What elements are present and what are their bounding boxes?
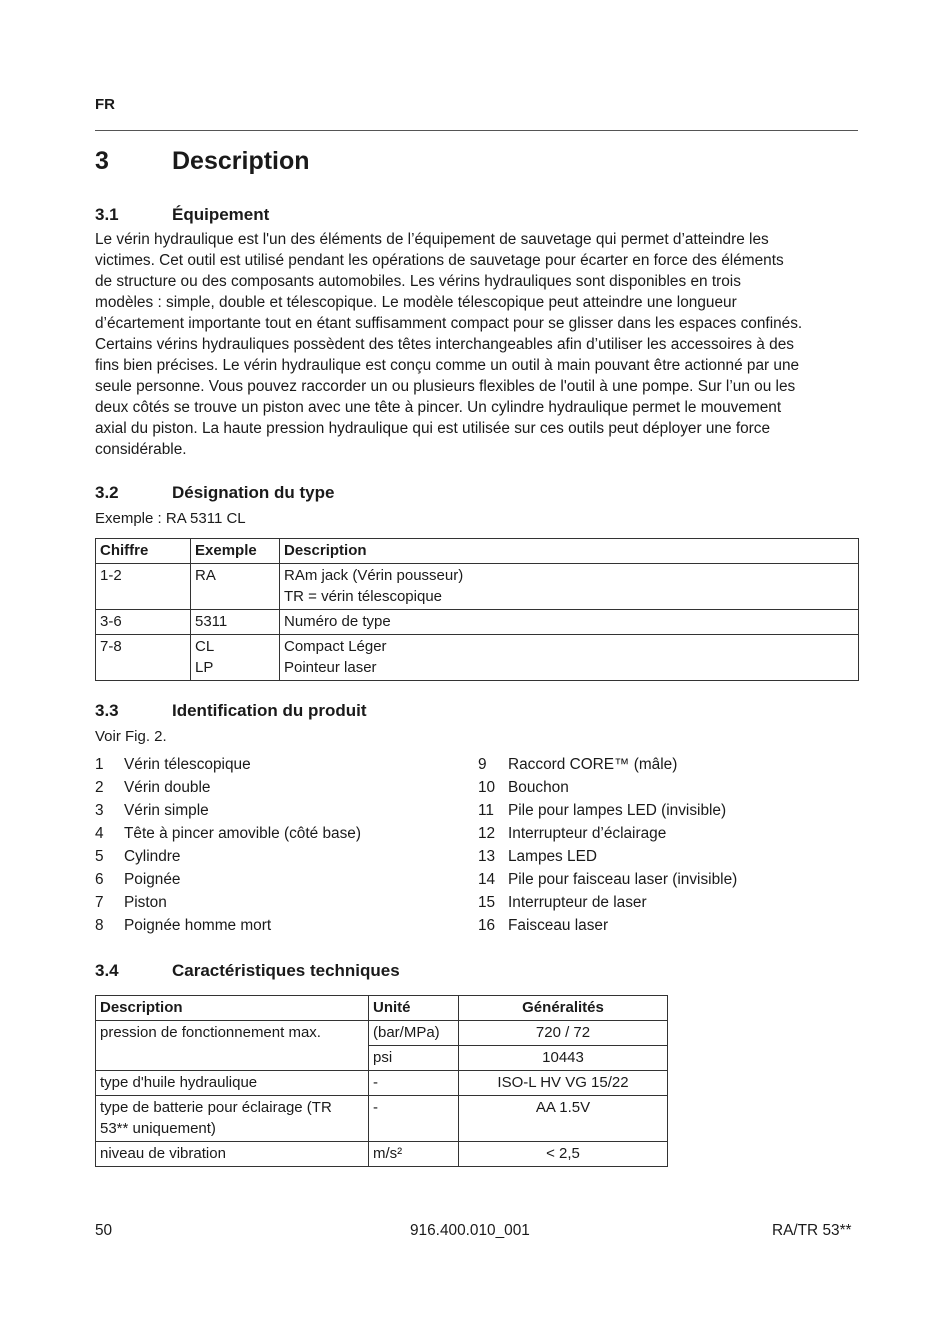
item-label: Pile pour faisceau laser (invisible)	[508, 871, 738, 888]
item-number: 16	[478, 917, 496, 934]
table-cell	[96, 1096, 369, 1142]
table-cell: -	[369, 1096, 459, 1142]
paragraph-line: modèles : simple, double et télescopique. Le modèle télescopique peut atteindre une longueur	[95, 294, 737, 311]
figure-reference: Voir Fig. 2.	[95, 728, 167, 745]
item-number: 12	[478, 825, 496, 842]
table-cell	[191, 564, 280, 610]
model-reference: RA/TR 53**	[772, 1222, 852, 1239]
table-cell: (bar/MPa)	[369, 1021, 459, 1046]
cell-line: type de batterie pour éclairage (TR	[100, 1099, 332, 1116]
subsection-3-2-title: Désignation du type	[172, 483, 335, 502]
item-number: 15	[478, 894, 496, 911]
table-cell: 7-8	[96, 635, 191, 681]
item-label: Pile pour lampes LED (invisible)	[508, 802, 727, 819]
item-number: 2	[95, 779, 104, 796]
list-item	[478, 891, 737, 914]
item-label: Bouchon	[508, 779, 569, 796]
paragraph-line: Certains vérins hydrauliques possèdent des têtes interchangeables afin d’utiliser les accessoires à des	[95, 336, 794, 353]
list-item	[95, 822, 361, 845]
item-label: Poignée	[124, 871, 181, 888]
table-cell: 720 / 72	[459, 1021, 668, 1046]
cell-line: RAm jack (Vérin pousseur)	[284, 567, 464, 584]
table-row	[96, 564, 859, 610]
item-number: 11	[478, 802, 494, 819]
table-cell: < 2,5	[459, 1142, 668, 1167]
cell-line: TR = vérin télescopique	[284, 588, 442, 605]
table-cell: niveau de vibration	[96, 1142, 369, 1167]
cell-line: Compact Léger	[284, 638, 387, 655]
table-cell: 3-6	[96, 610, 191, 635]
list-item	[478, 776, 737, 799]
item-label: Piston	[124, 894, 167, 911]
list-item	[95, 799, 361, 822]
table-row	[96, 1021, 668, 1046]
paragraph-line: deux côtés se trouve un piston avec une tête à pincer. Un cylindre hydraulique permet le mouvement	[95, 399, 782, 416]
subsection-3-4-title: Caractéristiques techniques	[172, 961, 400, 980]
paragraph-line: victimes. Cet outil est utilisé pendant les opérations de sauvetage pour écarter en force des éléments	[95, 252, 784, 269]
section-number: 3	[95, 147, 109, 175]
list-item	[95, 914, 361, 937]
paragraph-line: fins bien précises. Le vérin hydraulique est conçu comme un outil à main pouvant être actionné par une	[95, 357, 800, 374]
table-cell: Numéro de type	[280, 610, 859, 635]
item-number: 14	[478, 871, 496, 888]
subsection-3-3-number: 3.3	[95, 701, 119, 720]
table-row	[96, 1142, 668, 1167]
table-row	[96, 1096, 668, 1142]
subsection-3-1-title: Équipement	[172, 205, 270, 224]
paragraph-line: considérable.	[95, 441, 187, 458]
item-number: 6	[95, 871, 104, 888]
item-label: Tête à pincer amovible (côté base)	[124, 825, 361, 842]
subsection-3-1-number: 3.1	[95, 205, 119, 224]
column-header: Description	[280, 539, 859, 564]
item-number: 10	[478, 779, 496, 796]
column-header: Généralités	[459, 996, 668, 1021]
table-cell: psi	[369, 1046, 459, 1071]
table-cell: 5311	[191, 610, 280, 635]
paragraph-line: Le vérin hydraulique est l'un des éléments de l’équipement de sauvetage qui permet d’atteindre les	[95, 231, 769, 248]
paragraph-line: seule personne. Vous pouvez raccorder un ou plusieurs flexibles de l'outil à une pompe. Sur l’un ou les	[95, 378, 796, 395]
item-label: Interrupteur de laser	[508, 894, 647, 911]
table-cell	[191, 635, 280, 681]
list-item	[478, 822, 737, 845]
list-item	[478, 845, 737, 868]
list-item	[478, 799, 737, 822]
section-title: Description	[172, 147, 310, 175]
list-item	[478, 868, 737, 891]
type-example: Exemple : RA 5311 CL	[95, 510, 246, 527]
table-row	[96, 1071, 668, 1096]
header-rule	[95, 130, 858, 131]
paragraph-line: axial du piston. La haute pression hydraulique qui est utilisée sur ces outils peut déployer une force	[95, 420, 771, 437]
paragraph-line: d’écartement importante tout en étant suffisamment compact pour se glisser dans les espaces confinés.	[95, 315, 803, 332]
item-number: 5	[95, 848, 104, 865]
item-number: 9	[478, 756, 487, 773]
item-label: Lampes LED	[508, 848, 597, 865]
item-number: 3	[95, 802, 104, 819]
table-cell	[280, 635, 859, 681]
list-item	[478, 753, 737, 776]
subsection-3-3-title: Identification du produit	[172, 701, 367, 720]
item-label: Cylindre	[124, 848, 181, 865]
item-number: 13	[478, 848, 496, 865]
table-row	[96, 610, 859, 635]
column-header: Description	[96, 996, 369, 1021]
list-item	[95, 868, 361, 891]
table-cell: pression de fonctionnement max.	[96, 1021, 369, 1071]
parts-list-left	[95, 753, 361, 937]
technical-specs-table	[95, 995, 668, 1167]
list-item	[478, 914, 737, 937]
item-number: 8	[95, 917, 104, 934]
item-number: 1	[95, 756, 104, 773]
item-label: Vérin double	[124, 779, 211, 796]
paragraph-line: de structure ou des composants automobiles. Les vérins hydrauliques sont disponibles en trois	[95, 273, 741, 290]
item-label: Interrupteur d’éclairage	[508, 825, 667, 842]
page-number: 50	[95, 1222, 113, 1239]
subsection-3-2-number: 3.2	[95, 483, 119, 502]
table-cell: m/s²	[369, 1142, 459, 1167]
table-header-row	[96, 539, 859, 564]
document-code: 916.400.010_001	[410, 1222, 530, 1239]
type-designation-table	[95, 538, 859, 681]
table-cell: 1-2	[96, 564, 191, 610]
table-header-row	[96, 996, 668, 1021]
cell-line: LP	[195, 659, 214, 676]
item-label: Poignée homme mort	[124, 917, 272, 934]
subsection-3-4-number: 3.4	[95, 961, 119, 980]
list-item	[95, 845, 361, 868]
item-label: Vérin simple	[124, 802, 209, 819]
cell-line: Pointeur laser	[284, 659, 377, 676]
table-cell: AA 1.5V	[459, 1096, 668, 1142]
item-label: Vérin télescopique	[124, 756, 251, 773]
cell-line: RA	[195, 567, 216, 584]
list-item	[95, 753, 361, 776]
list-item	[95, 776, 361, 799]
item-number: 4	[95, 825, 104, 842]
equipment-paragraph	[95, 229, 860, 460]
parts-list-right	[478, 753, 737, 937]
column-header: Chiffre	[96, 539, 191, 564]
table-row	[96, 635, 859, 681]
item-label: Faisceau laser	[508, 917, 609, 934]
table-cell: ISO-L HV VG 15/22	[459, 1071, 668, 1096]
list-item	[95, 891, 361, 914]
cell-line: CL	[195, 638, 215, 655]
column-header: Exemple	[191, 539, 280, 564]
item-label: Raccord CORE™ (mâle)	[508, 756, 678, 773]
cell-line: 53** uniquement)	[100, 1120, 216, 1137]
language-code: FR	[95, 96, 115, 113]
table-cell: 10443	[459, 1046, 668, 1071]
table-cell: -	[369, 1071, 459, 1096]
item-number: 7	[95, 894, 104, 911]
column-header: Unité	[369, 996, 459, 1021]
table-cell	[280, 564, 859, 610]
table-cell: type d'huile hydraulique	[96, 1071, 369, 1096]
